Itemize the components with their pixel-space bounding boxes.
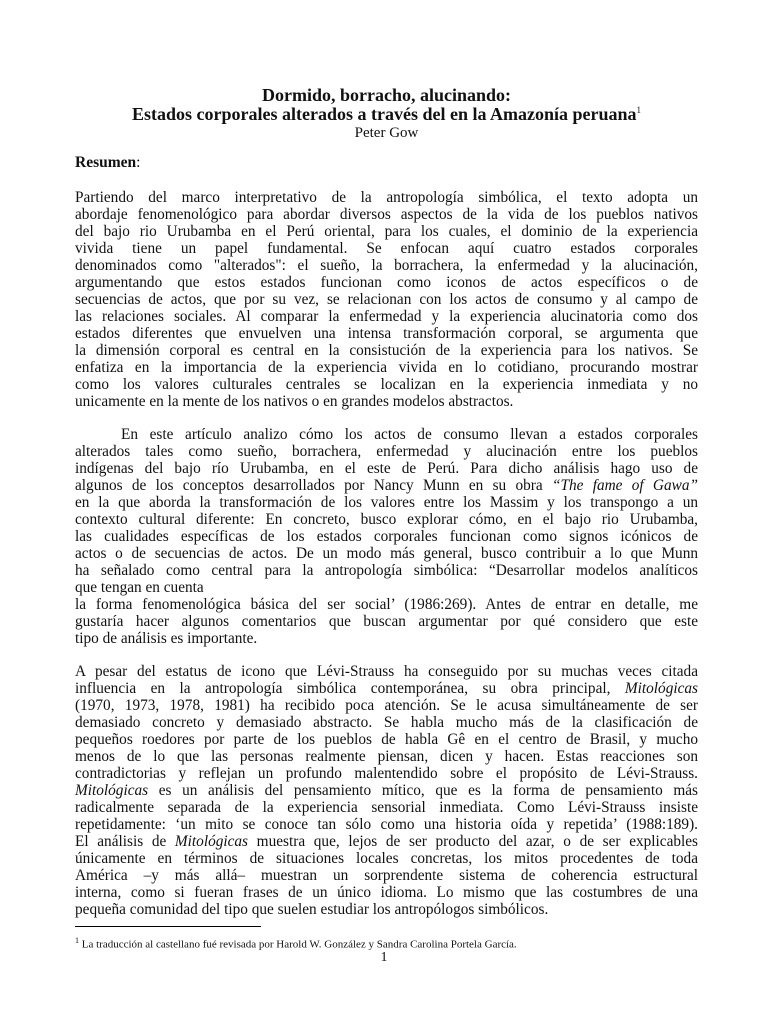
- text-line: [75, 680, 698, 697]
- text-line: denominados como "alterados": el sueño, la borrachera, la enfermedad y la alucinación,: [75, 257, 698, 274]
- work-title-italic: Mitológicas: [174, 833, 249, 850]
- text-line: gustaría hacer algunos comentarios que buscan argumentar por qué considero que este: [75, 613, 698, 630]
- text-line: vivida tiene un papel fundamental. Se enfocan aquí cuatro estados corporales: [75, 240, 698, 257]
- text-segment: influencia en la antropología simbólica contemporánea, su obra principal,: [75, 680, 625, 697]
- text-line: pequeña comunidad del tipo que suelen estudiar los antropólogos simbólicos.: [75, 901, 549, 918]
- text-line: unicamente en la mente de los nativos o en grandes modelos abstractos.: [75, 393, 514, 410]
- text-line: argumentando que estos estados funcionan como iconos de actos específicos o de: [75, 274, 698, 291]
- text-line: (1970, 1973, 1978, 1981) ha recibido poca atención. Se le acusa simultáneamente de ser: [75, 697, 698, 714]
- text-line: actos o de secuencias de actos. De un modo más general, busco contribuir a lo que Munn: [75, 545, 698, 562]
- text-line: radicalmente separada de la experiencia sensorial inmediata. Como Lévi-Strauss insiste: [75, 799, 698, 816]
- work-title-italic: Mitológicas: [624, 680, 698, 697]
- work-title-italic: Mitológicas: [75, 782, 149, 799]
- text-line: contradictorias y reflejan un profundo malentendido sobre el propósito de Lévi-Strauss.: [75, 765, 698, 782]
- text-line: enfatiza en la importancia de la experiencia vivida en lo cotidiano, procurando mostrar: [75, 359, 698, 376]
- title-footnote-mark: 1: [636, 105, 641, 115]
- text-line: que tengan en cuenta: [75, 579, 204, 596]
- footnote: [75, 934, 517, 952]
- text-line: A pesar del estatus de icono que Lévi-Strauss ha conseguido por su muchas veces citada: [75, 663, 698, 680]
- text-line: repetidamente: ‘un mito se conoce tan sólo como una historia oída y repetida’ (1988:189).: [75, 816, 698, 833]
- abstract-paragraph: [75, 189, 698, 410]
- text-line: del bajo rio Urubamba en el Perú oriental, para los cuales, el dominio de la experiencia: [75, 223, 698, 240]
- text-line: América –y más allá– muestran un sorprendente sistema de coherencia estructural: [75, 867, 698, 884]
- text-line: En este artículo analizo cómo los actos de consumo llevan a estados corporales: [121, 426, 698, 443]
- abstract-heading: [75, 154, 698, 172]
- text-line: [75, 477, 698, 494]
- text-line: secuencias de actos, que por su vez, se relacionan con los actos de consumo y al campo de: [75, 291, 698, 308]
- text-line: menos de lo que las personas realmente piensan, dicen y hacen. Estas reacciones son: [75, 748, 698, 765]
- text-line: las relaciones sociales. Al comparar la enfermedad y la experiencia alucinatoria como dos: [75, 308, 698, 325]
- text-line: únicamente en términos de situaciones locales concretas, los mitos procedentes de toda: [75, 850, 698, 867]
- text-line: contexto cultural diferente: En concreto, busco explorar cómo, en el bajo rio Urubamba,: [75, 511, 698, 528]
- paper-title-line2: [75, 105, 698, 124]
- text-line: indígenas del bajo río Urubamba, en el este de Perú. Para dicho análisis hago uso de: [75, 460, 698, 477]
- text-line: la forma fenomenológica básica del ser social’ (1986:269). Antes de entrar en detalle, me: [75, 596, 698, 613]
- text-line: Partiendo del marco interpretativo de la antropología simbólica, el texto adopta un: [75, 189, 698, 206]
- text-line: [75, 833, 698, 850]
- paper-page: [75, 86, 698, 918]
- text-segment: El análisis de: [75, 833, 175, 850]
- footnote-mark: 1: [75, 936, 79, 945]
- text-line: la dimensión corporal es central en la consistución de la experiencia para los nativos. Se: [75, 342, 698, 359]
- text-line: abordaje fenomenológico para abordar diversos aspectos de la vida de los pueblos nativos: [75, 206, 698, 223]
- text-line: tipo de análisis es importante.: [75, 630, 258, 647]
- footnote-text: La traducción al castellano fué revisada por Harold W. González y Sandra Carolina Portela García.: [79, 938, 517, 951]
- text-line: como los valores culturales centrales se localizan en la experiencia inmediata y no: [75, 376, 698, 393]
- abstract-heading-colon: :: [136, 154, 141, 171]
- text-line: ha señalado como central para la antropología simbólica: “Desarrollar modelos analíticos: [75, 562, 698, 579]
- paper-title-line1: Dormido, borracho, alucinando:: [261, 85, 511, 105]
- text-line: en la que aborda la transformación de los valores entre los Massim y los transpongo a un: [75, 494, 698, 511]
- text-line: demasiado concreto y demasiado abstracto. Se habla mucho más de la clasificación de: [75, 714, 698, 731]
- text-segment: es un análisis del pensamiento mítico, que es la forma de pensamiento más: [148, 782, 698, 799]
- text-segment: algunos de los conceptos desarrollados por Nancy Munn en su obra: [75, 477, 552, 494]
- footnote-rule: [75, 926, 261, 927]
- body-paragraph-2: [75, 426, 698, 647]
- page-number: 1: [380, 950, 388, 965]
- text-line: las cualidades específicas de los estados corporales funcionan como signos icónicos de: [75, 528, 698, 545]
- title-text: Estados corporales alterados a través del en la Amazonía peruana: [132, 104, 637, 124]
- text-line: [75, 782, 698, 799]
- body-paragraph-3: [75, 663, 698, 918]
- abstract-heading-text: Resumen: [75, 154, 137, 171]
- text-segment: muestra que, lejos de ser producto del azar, o de ser explicables: [248, 833, 698, 850]
- text-line: interna, como si fueran frases de un único idioma. Lo mismo que las costumbres de una: [75, 884, 698, 901]
- text-line: pequeños roedores por parte de los pueblos de habla Gê en el centro de Brasil, y mucho: [75, 731, 698, 748]
- work-title-italic: “The fame of Gawa”: [551, 477, 698, 494]
- text-line: estados diferentes que envuelven una intensa transformación corporal, se argumenta que: [75, 325, 698, 342]
- author-name: Peter Gow: [354, 125, 419, 141]
- text-line: alterados tales como sueño, borrachera, enfermedad y alucinación entre los pueblos: [75, 443, 698, 460]
